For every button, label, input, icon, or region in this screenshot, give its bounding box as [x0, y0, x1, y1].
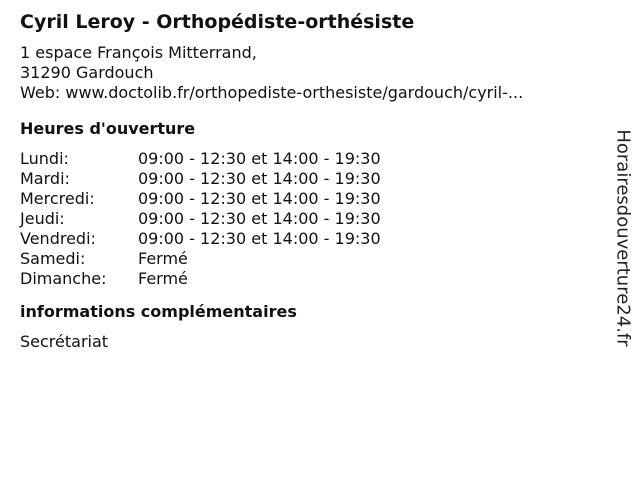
hours-row-jeudi [20, 209, 600, 229]
hours-table [20, 149, 600, 289]
website-link[interactable]: Web: www.doctolib.fr/orthopediste-orthesiste/gardouch/cyril-... [20, 83, 524, 102]
hours-heading: Heures d'ouverture [20, 119, 196, 138]
business-title: Cyril Leroy - Orthopédiste-orthésiste [20, 11, 415, 33]
day-label: Mercredi: [20, 189, 95, 208]
day-hours: 09:00 - 12:30 et 14:00 - 19:30 [138, 229, 381, 248]
day-label: Jeudi: [20, 209, 65, 228]
info-text: Secrétariat [20, 332, 109, 351]
day-hours: 09:00 - 12:30 et 14:00 - 19:30 [138, 149, 381, 168]
day-hours: Fermé [138, 269, 188, 288]
day-label: Dimanche: [20, 269, 107, 288]
business-card [20, 10, 600, 352]
day-label: Lundi: [20, 149, 69, 168]
day-hours: Fermé [138, 249, 188, 268]
day-hours: 09:00 - 12:30 et 14:00 - 19:30 [138, 169, 381, 188]
vertical-brand-text: Horairesdouverture24.fr [612, 129, 634, 347]
info-heading: informations complémentaires [20, 302, 297, 321]
day-hours: 09:00 - 12:30 et 14:00 - 19:30 [138, 209, 381, 228]
day-hours: 09:00 - 12:30 et 14:00 - 19:30 [138, 189, 381, 208]
hours-row-mercredi [20, 189, 600, 209]
hours-row-dimanche [20, 269, 600, 289]
hours-row-samedi [20, 249, 600, 269]
day-label: Mardi: [20, 169, 70, 188]
hours-row-lundi [20, 149, 600, 169]
hours-row-vendredi [20, 229, 600, 249]
day-label: Vendredi: [20, 229, 96, 248]
day-label: Samedi: [20, 249, 86, 268]
hours-row-mardi [20, 169, 600, 189]
address-line-1: 1 espace François Mitterrand, [20, 43, 257, 62]
address-line-2: 31290 Gardouch [20, 63, 154, 82]
